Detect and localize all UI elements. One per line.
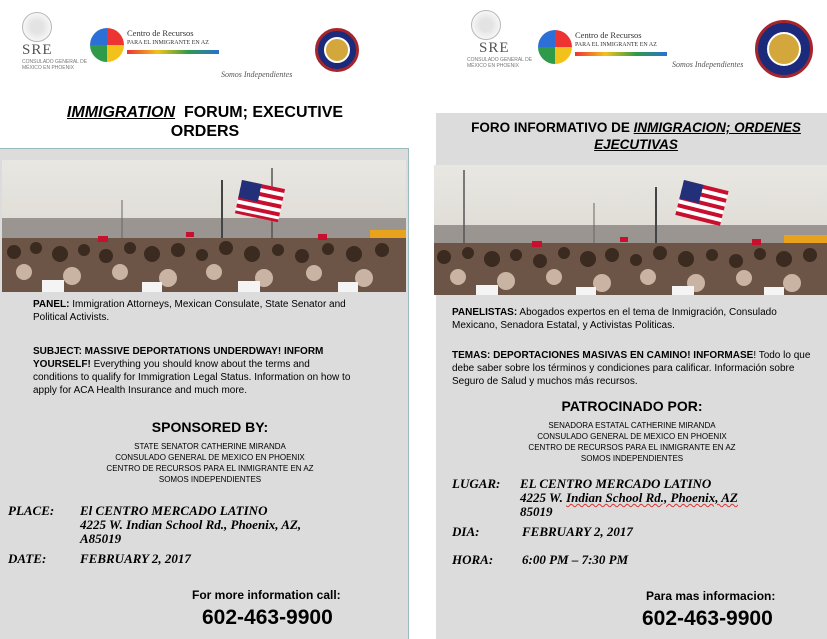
mexico-seal-icon [22, 12, 52, 42]
puzzle-icon [90, 28, 124, 62]
sponsor-item: CENTRO DE RECURSOS PARA EL INMIGRANTE EN AZ [528, 443, 736, 452]
sponsor-item: CENTRO DE RECURSOS PARA EL INMIGRANTE EN AZ [106, 464, 314, 473]
sponsor-item: CONSULADO GENERAL DE MEXICO EN PHOENIX [537, 432, 727, 441]
puzzle-icon [538, 30, 572, 64]
subject-label: SUBJECT: MASSIVE DEPORTATIONS UNDERDWAY! INFORM YOURSELF! [33, 346, 324, 370]
panelistas-paragraph [452, 306, 822, 332]
rally-crowd-photo [434, 165, 827, 295]
title-plain: FORO INFORMATIVO DE [471, 120, 630, 135]
crowd-illustration [434, 165, 827, 295]
spanish-flyer [432, 0, 827, 639]
sponsor-item: SOMOS INDEPENDIENTES [158, 475, 262, 484]
sponsor-list [472, 420, 792, 464]
date-label: DATE: [8, 551, 47, 566]
rally-crowd-photo [2, 160, 406, 292]
sre-logo [22, 12, 92, 71]
phone-number: 602-463-9900 [642, 607, 773, 630]
sre-sublabel: CONSULADO GENERAL DE MÉXICO EN PHOENIX [22, 59, 88, 71]
sre-label: SRE [22, 42, 53, 58]
phone-number: 602-463-9900 [202, 606, 333, 629]
place-line2-a: 4225 W. [520, 490, 563, 505]
panel-text: Abogados expertos en el tema de Inmigración, Consulado Mexicano, Senadora Estatal, y Activistas Politicas. [452, 307, 777, 331]
place-line3: 85019 [520, 504, 553, 519]
subject-paragraph [33, 345, 353, 397]
subject-text: Everything you should know about the terms and conditions to qualify for Immigration Legal Status. Information on how to apply for ACA Health Insurance and much more. [33, 359, 351, 396]
time-value: 6:00 PM – 7:30 PM [522, 552, 629, 567]
temas-text: ! Todo lo que debe saber sobre los términos y condiciones para calificar. Información sobre Seguro de Salud y muchos más recursos. [452, 350, 811, 387]
sponsor-item: SOMOS INDEPENDIENTES [580, 454, 684, 463]
temas-label: TEMAS: DEPORTACIONES MASIVAS EN CAMINO! INFORMASE [452, 350, 754, 361]
place-line2: 4225 W. Indian School Rd., Phoenix, AZ, [80, 517, 302, 532]
centro-logo-line2: PARA EL INMIGRANTE EN AZ [575, 42, 657, 48]
time-label: HORA: [452, 552, 494, 567]
panel-label: PANELISTAS: [452, 307, 518, 318]
panel-paragraph [33, 298, 353, 324]
page-title [446, 119, 826, 153]
title-rest: FORUM; EXECUTIVE [183, 104, 344, 121]
sponsor-logos-row [432, 0, 827, 100]
english-flyer [0, 0, 410, 639]
title-emphasis: IMMIGRATION [66, 104, 176, 121]
somos-logo: Somos Independientes [672, 60, 744, 69]
sponsor-list [60, 441, 360, 485]
place-value [520, 477, 820, 519]
place-line2-b: Indian School Rd., Phoenix, AZ [566, 490, 738, 505]
centro-logo-line2: PARA EL INMIGRANTE EN AZ [127, 40, 209, 46]
info-label: Para mas informacion: [646, 589, 776, 603]
arizona-seal-icon [315, 28, 359, 72]
centro-logo-line1: Centro de Recursos [127, 28, 194, 38]
place-line1: EL CENTRO MERCADO LATINO [520, 476, 712, 491]
place-line1: El CENTRO MERCADO LATINO [80, 503, 268, 518]
date-value: FEBRUARY 2, 2017 [80, 551, 191, 566]
title-line2: ORDERS [170, 123, 240, 140]
date-value: FEBRUARY 2, 2017 [522, 524, 633, 539]
place-label: LUGAR: [452, 476, 501, 491]
panel-text: Immigration Attorneys, Mexican Consulate, State Senator and Political Activists. [33, 299, 346, 323]
place-label: PLACE: [8, 503, 55, 518]
somos-logo: Somos Independientes [221, 70, 293, 79]
sre-sublabel: CONSULADO GENERAL DE MÉXICO EN PHOENIX [467, 57, 533, 69]
centro-logo-bar [575, 52, 667, 56]
temas-paragraph [452, 349, 822, 388]
centro-recursos-logo [90, 28, 219, 62]
sponsored-heading: PATROCINADO POR: [561, 398, 703, 414]
panel-label: PANEL: [33, 299, 70, 310]
crowd-illustration [2, 160, 406, 292]
sponsor-item: CONSULADO GENERAL DE MEXICO EN PHOENIX [115, 453, 305, 462]
page-title [40, 103, 370, 141]
title-emphasis-line2: EJECUTIVAS [594, 137, 678, 152]
date-label: DIA: [452, 524, 480, 539]
sre-logo [467, 10, 537, 69]
title-emphasis: INMIGRACION; ORDENES [633, 120, 801, 135]
sre-label: SRE [479, 40, 510, 56]
place-value [80, 504, 400, 546]
centro-recursos-logo [538, 30, 667, 64]
sponsor-item: SENADORA ESTATAL CATHERINE MIRANDA [548, 421, 716, 430]
arizona-seal-icon [755, 20, 813, 78]
info-label: For more information call: [192, 588, 341, 602]
place-line3: A85019 [80, 531, 122, 546]
sponsor-logos-row [0, 0, 410, 100]
sponsored-heading: SPONSORED BY: [151, 419, 269, 435]
centro-logo-line1: Centro de Recursos [575, 30, 642, 40]
place-line2 [520, 491, 820, 505]
centro-logo-bar [127, 50, 219, 54]
mexico-seal-icon [471, 10, 501, 40]
sponsor-item: STATE SENATOR CATHERINE MIRANDA [134, 442, 286, 451]
